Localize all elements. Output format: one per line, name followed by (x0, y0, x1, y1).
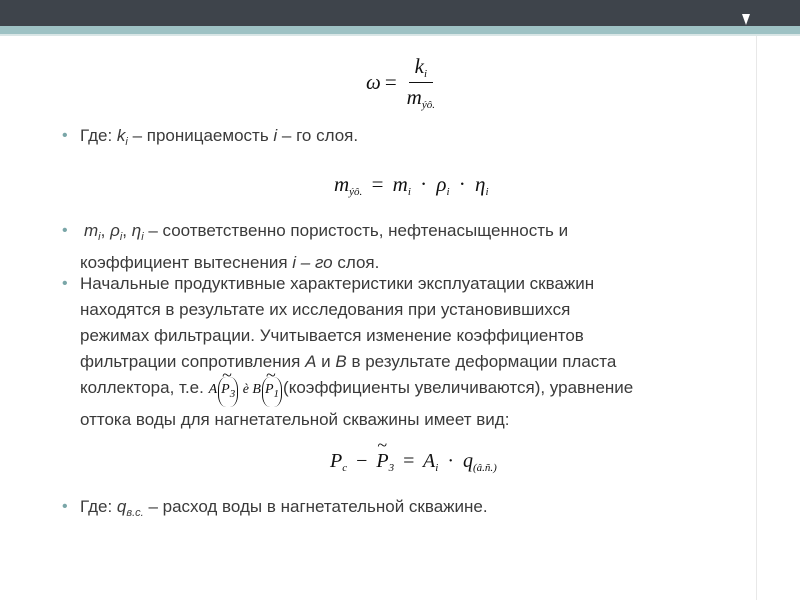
header-bar (0, 0, 800, 26)
text-segment: – расход воды в нагнетательной скважине. (143, 497, 488, 516)
formula-A-sub: i (435, 462, 439, 474)
math-paren (262, 377, 282, 407)
paragraph-porosity (80, 218, 748, 276)
text-segment: Где: (80, 497, 117, 516)
formula-q: q (462, 450, 473, 472)
text-segment: и (316, 352, 336, 371)
formula-eta-term: η (475, 172, 486, 196)
formula-omega (366, 54, 435, 111)
var-rho-sub: i (119, 231, 123, 243)
header-accent-line (0, 34, 800, 36)
formula-outflow (330, 450, 497, 474)
formula-m-term: m (392, 172, 408, 196)
text-segment: в результате деформации пласта (346, 352, 617, 371)
text-segment: (коэффициенты увеличиваются), уравнение (283, 378, 634, 397)
var-q-sub: в.с. (126, 507, 144, 519)
formula-eq: = (403, 450, 415, 472)
text-segment: коллектора, т.е. (80, 378, 209, 397)
formula-omega-eq: = (384, 70, 397, 94)
text-segment: – проницаемость (127, 126, 274, 145)
text-line: режимах фильтрации. Учитывается изменение коэффициентов (80, 326, 584, 345)
bullet-marker: • (62, 127, 68, 144)
separator: , (122, 221, 132, 240)
var-i: i (273, 126, 278, 145)
text-segment: фильтрации сопротивления (80, 352, 306, 371)
math-paren (218, 377, 238, 407)
var-rho: ρ (110, 221, 120, 240)
text-segment: слоя. (332, 253, 380, 272)
var-m: m (84, 221, 99, 240)
inline-formula (208, 382, 283, 400)
formula-m-eff-lhs: m (334, 172, 350, 196)
text-segment: – соответственно пористость, нефтенасыщенность и (143, 221, 569, 240)
math-sub: 1 (273, 388, 280, 400)
paragraph-flow-rate (80, 494, 748, 526)
formula-P-tilde: ~ P (376, 450, 388, 473)
text-line (80, 375, 748, 407)
formula-dot: · (420, 172, 428, 196)
text-line: оттока воды для нагнетательной скважины имеет вид: (80, 410, 510, 429)
var-k: k (116, 126, 126, 145)
formula-omega-fraction (407, 54, 435, 111)
math-and: è (239, 382, 253, 397)
formula-minus: − (356, 450, 368, 472)
formula-m-eff-lhs-sub: ýô. (349, 186, 363, 198)
paragraph-characteristics (80, 271, 748, 433)
separator: , (100, 221, 111, 240)
math-sub: 3 (229, 388, 236, 400)
formula-P-c-sub: c (342, 462, 348, 474)
header-accent-stripe (0, 26, 800, 34)
formula-eta-term-sub: i (485, 186, 489, 198)
formula-omega-numerator (409, 54, 433, 83)
var-i-layer: i – го (292, 253, 333, 272)
var-B: B (335, 352, 347, 371)
math-A: A (208, 382, 218, 397)
text-line: Начальные продуктивные характеристики эксплуатации скважин (80, 274, 595, 293)
bullet-marker: • (62, 498, 68, 515)
text-segment: – го слоя. (277, 126, 359, 145)
var-eta-sub: i (141, 231, 144, 243)
formula-omega-denominator (407, 83, 435, 111)
formula-omega-lhs: ω (366, 70, 381, 94)
text-line: находятся в результате их исследования при установившихся (80, 300, 571, 319)
formula-m-eff (334, 172, 489, 198)
formula-rho-term-sub: i (446, 186, 450, 198)
formula-m-eff-eq: = (371, 172, 384, 196)
formula-dot: · (458, 172, 466, 196)
text-segment: коэффициент вытеснения (80, 253, 293, 272)
bullet-marker: • (62, 275, 68, 292)
text-segment: Где: (80, 126, 117, 145)
var-q: q (116, 497, 127, 516)
var-k-sub: i (125, 136, 128, 148)
math-P-tilde: ~ P (265, 377, 274, 403)
numerator-var: k (414, 54, 424, 78)
formula-rho-term: ρ (436, 172, 447, 196)
denominator-var: m (406, 85, 422, 109)
formula-A: A (423, 450, 436, 472)
var-m-sub: i (98, 231, 101, 243)
right-margin-line (756, 36, 757, 600)
math-B: B (252, 382, 261, 397)
formula-P-c: P (330, 450, 343, 472)
text-line (80, 349, 748, 375)
formula-P-tilde-sub: 3 (388, 462, 395, 474)
bullet-marker: • (62, 222, 68, 239)
formula-dot: · (447, 450, 454, 472)
formula-q-sub: (â.ñ.) (472, 462, 497, 474)
var-A: A (305, 352, 317, 371)
denominator-sub: ýô. (421, 99, 435, 111)
var-eta: η (131, 221, 142, 240)
formula-m-term-sub: i (407, 186, 411, 198)
math-P-tilde: ~ P (221, 377, 230, 403)
numerator-sub: i (423, 68, 428, 80)
paragraph-permeability (80, 123, 748, 155)
